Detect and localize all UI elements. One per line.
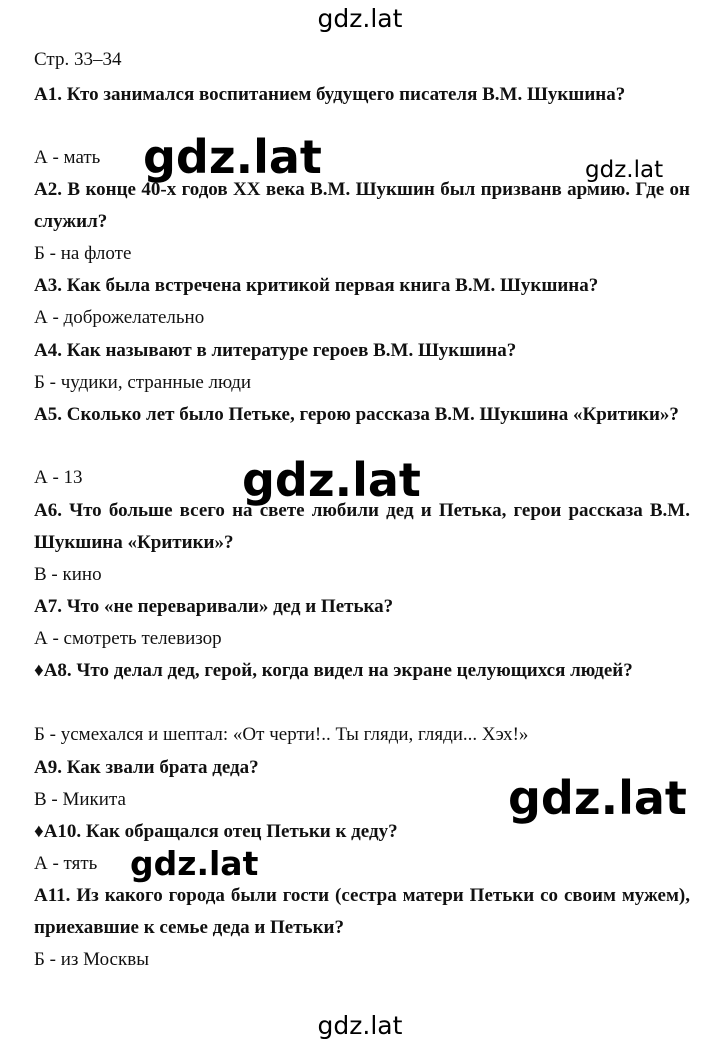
watermark-top: gdz.lat xyxy=(317,4,403,33)
watermark-small-1: gdz.lat xyxy=(585,157,664,183)
answer-a6: В - кино xyxy=(34,564,102,585)
answer-a8: Б - усмехался и шептал: «От черти!.. Ты гляди, гляди... Хэх!» xyxy=(34,724,529,745)
answer-a5: А - 13 xyxy=(34,467,83,488)
question-a8: ♦А8. Что делал дед, герой, когда видел на экране целующихся людей? xyxy=(34,660,633,681)
answer-a3: А - доброжелательно xyxy=(34,307,205,328)
answer-a2: Б - на флоте xyxy=(34,243,132,264)
answer-a11: Б - из Москвы xyxy=(34,949,149,970)
watermark-bottom: gdz.lat xyxy=(317,1011,403,1040)
answer-a4: Б - чудики, странные люди xyxy=(34,372,252,393)
watermark-large-1: gdz.lat xyxy=(143,130,322,184)
question-a5: А5. Сколько лет было Петьке, герою рассказа В.М. Шукшина «Критики»? xyxy=(34,404,679,425)
question-a4: А4. Как называют в литературе героев В.М. Шукшина? xyxy=(34,340,517,361)
answer-a10: А - тять xyxy=(34,853,98,874)
question-a9: А9. Как звали брата деда? xyxy=(34,757,259,778)
watermark-large-3: gdz.lat xyxy=(508,771,687,825)
question-a2: А2. В конце 40-х годов XX века В.М. Шукшин был призванв армию. Где он служил? xyxy=(34,179,690,232)
question-a7: А7. Что «не переваривали» дед и Петька? xyxy=(34,596,394,617)
question-a1: А1. Кто занимался воспитанием будущего писателя В.М. Шукшина? xyxy=(34,84,626,105)
question-a6: А6. Что больше всего на свете любили дед и Петька, герои рассказа В.М. Шукшина «Критики»? xyxy=(34,500,690,553)
page-reference: Стр. 33–34 xyxy=(34,49,122,70)
watermark-medium: gdz.lat xyxy=(130,844,259,883)
answer-a7: А - смотреть телевизор xyxy=(34,628,222,649)
answer-a9: В - Микита xyxy=(34,789,126,810)
question-a10: ♦А10. Как обращался отец Петьки к деду? xyxy=(34,821,398,842)
question-a11: А11. Из какого города были гости (сестра матери Петьки со своим мужем), приехавшие к семье деда и Петьки? xyxy=(34,885,690,938)
watermark-large-2: gdz.lat xyxy=(242,453,421,507)
answer-a1: А - мать xyxy=(34,147,101,168)
question-a3: А3. Как была встречена критикой первая книга В.М. Шукшина? xyxy=(34,275,599,296)
